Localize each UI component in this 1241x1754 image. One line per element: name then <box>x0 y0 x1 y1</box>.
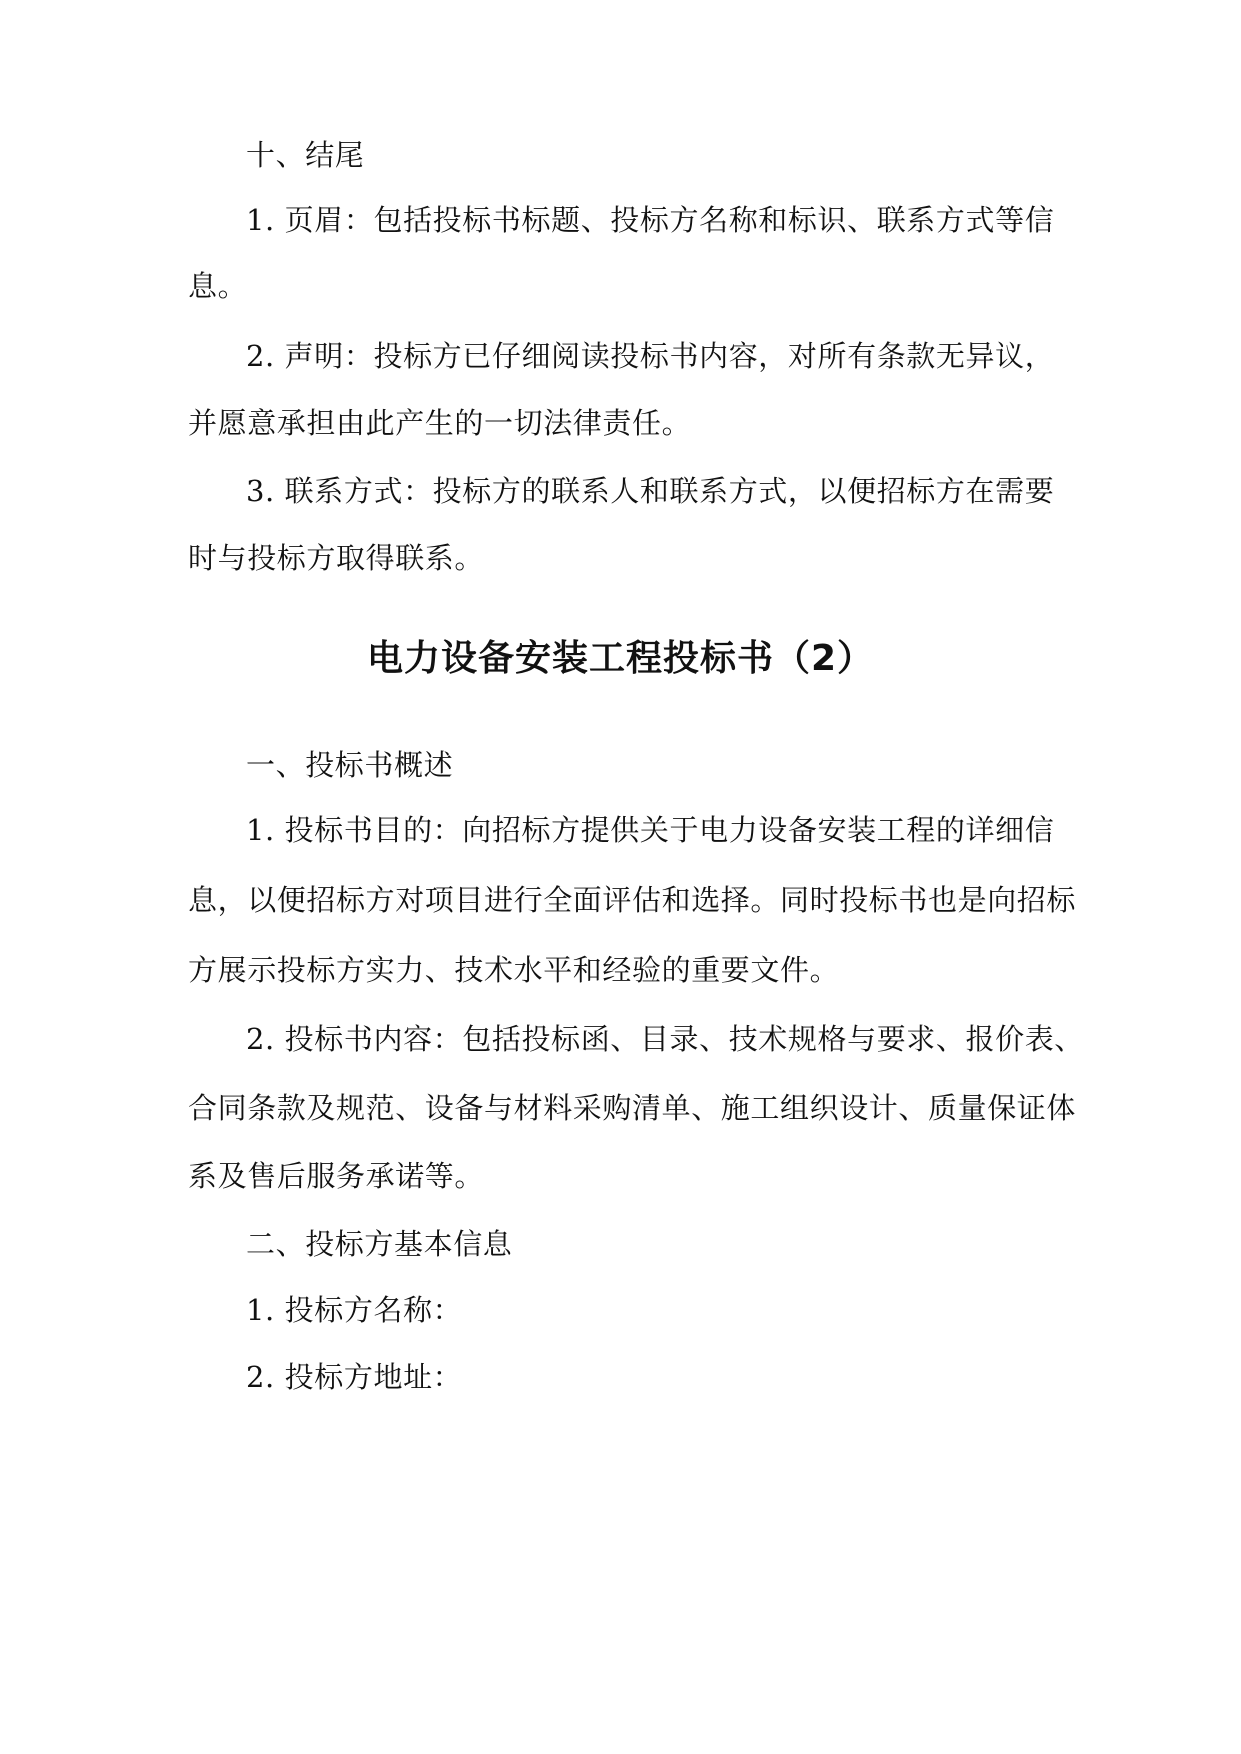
section-one-item1-line1: 1. 投标书目的：向招标方提供关于电力设备安装工程的详细信 <box>246 813 1055 847</box>
section-one-heading: 一、投标书概述 <box>246 748 454 782</box>
section-ten-heading: 十、结尾 <box>246 138 365 172</box>
section-one-item2-line2: 合同条款及规范、设备与材料采购清单、施工组织设计、质量保证体 <box>188 1091 1077 1125</box>
section-ten-item2-line1: 2. 声明：投标方已仔细阅读投标书内容，对所有条款无异议， <box>246 339 1055 373</box>
section-ten-item1-line2: 息。 <box>188 269 248 303</box>
section-ten-item2-line2: 并愿意承担由此产生的一切法律责任。 <box>188 406 692 440</box>
section-ten-item1-line1: 1. 页眉：包括投标书标题、投标方名称和标识、联系方式等信 <box>246 203 1055 237</box>
section-one-item2-line3: 系及售后服务承诺等。 <box>188 1159 485 1193</box>
section-two-item1: 1. 投标方名称： <box>246 1293 463 1327</box>
section-one-item2-line1: 2. 投标书内容：包括投标函、目录、技术规格与要求、报价表、 <box>246 1022 1084 1056</box>
document-title: 电力设备安装工程投标书（2） <box>366 638 875 679</box>
section-ten-item3-line1: 3. 联系方式：投标方的联系人和联系方式，以便招标方在需要 <box>246 474 1055 508</box>
section-two-heading: 二、投标方基本信息 <box>246 1227 513 1261</box>
section-one-item1-line3: 方展示投标方实力、技术水平和经验的重要文件。 <box>188 953 840 987</box>
section-one-item1-line2: 息，以便招标方对项目进行全面评估和选择。同时投标书也是向招标 <box>188 883 1077 917</box>
section-two-item2: 2. 投标方地址： <box>246 1360 463 1394</box>
section-ten-item3-line2: 时与投标方取得联系。 <box>188 541 485 575</box>
